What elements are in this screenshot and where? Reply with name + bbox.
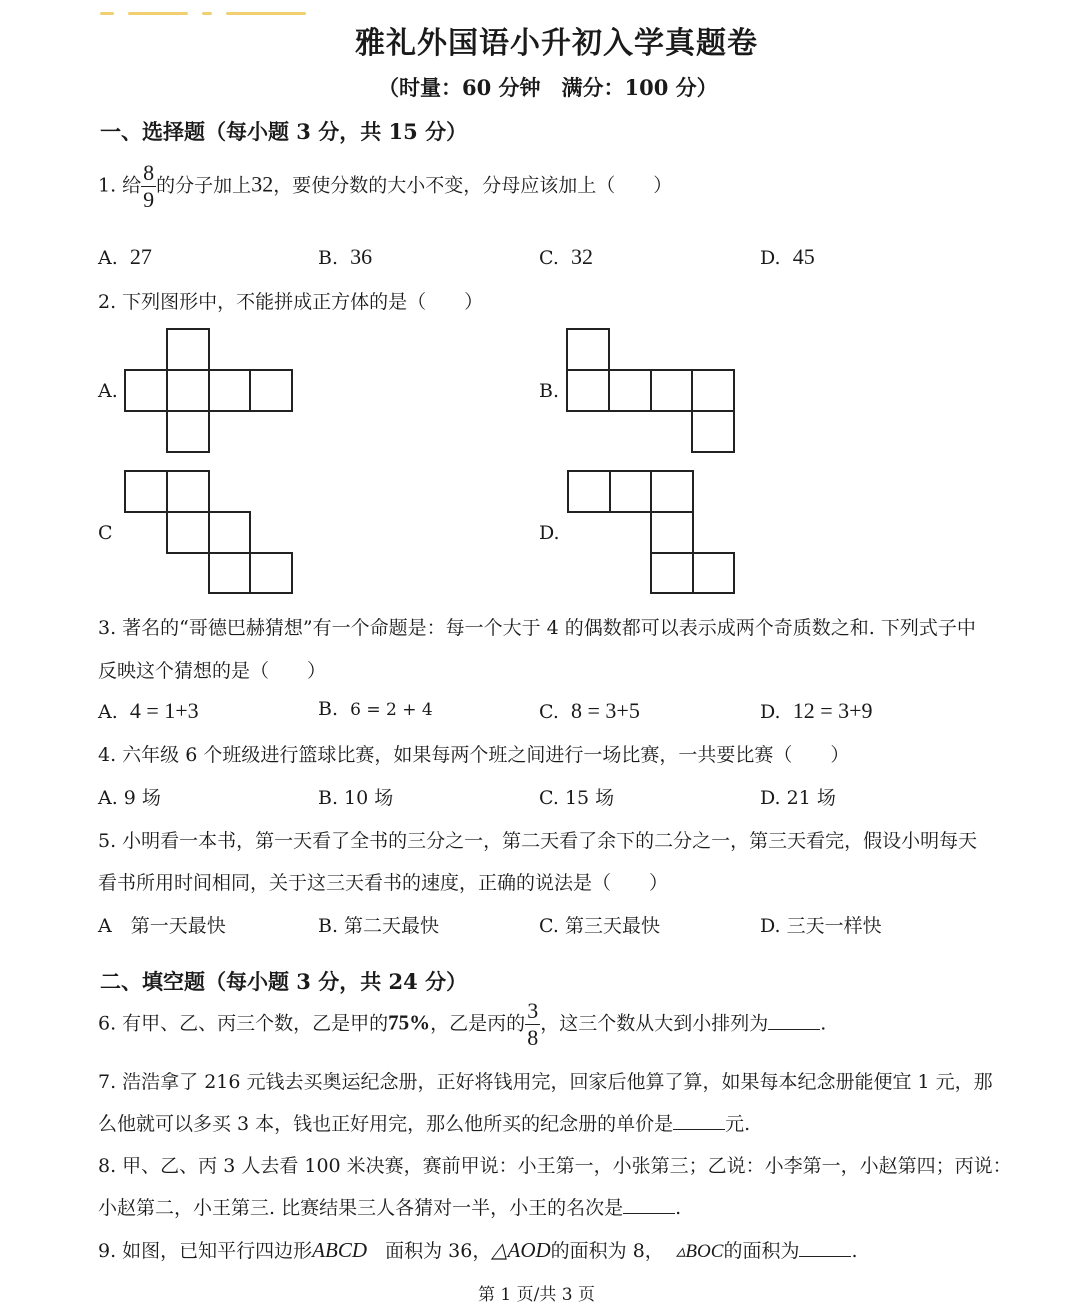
- q6-end: .: [820, 1012, 827, 1035]
- question-9: 9. 如图，已知平行四边形ABCD 面积为 36，△AOD的面积为 8， ▵BOC的面积为 .: [98, 1238, 858, 1262]
- section-1-heading: 一、选择题（每小题 3 分，共 15 分）: [100, 119, 468, 144]
- q6-prefix: 6. 有甲、乙、丙三个数，乙是甲的: [98, 1012, 389, 1035]
- question-5-line-2: 看书所用时间相同，关于这三天看书的速度，正确的说法是（ ）: [98, 872, 669, 894]
- q3-option-a: A. 4 = 1+3: [98, 698, 199, 723]
- question-7-line-1: 7. 浩浩拿了 216 元钱去买奥运纪念册，正好将钱用完，回家后他算了算，如果每本纪念册能便宜 1 元，那: [98, 1071, 993, 1093]
- page-subtitle: （时量：60 分钟 满分：100 分）: [378, 75, 718, 100]
- question-7-line-2: 么他就可以多买 3 本，钱也正好用完，那么他所买的纪念册的单价是 元.: [98, 1113, 751, 1135]
- q7-answer-blank[interactable]: [673, 1113, 725, 1130]
- q3-option-d: D. 12 = 3+9: [760, 698, 873, 723]
- q1-option-b: B. 36: [318, 244, 373, 269]
- q2-label-a: A.: [98, 380, 118, 402]
- q1-prefix: 1. 给: [98, 174, 142, 197]
- section-2-heading: 二、填空题（每小题 3 分，共 24 分）: [100, 969, 468, 994]
- q3-option-c: C. 8 = 3+5: [539, 698, 640, 723]
- q2-net-c: [125, 471, 292, 593]
- q1-option-a: A. 27: [98, 244, 152, 269]
- question-5-line-1: 5. 小明看一本书，第一天看了全书的三分之一，第二天看了余下的二分之一，第三天看完，假设小明每天: [98, 830, 978, 852]
- question-8-line-2: 小赵第二，小王第三. 比赛结果三人各猜对一半，小王的名次是 .: [98, 1197, 682, 1219]
- q5-option-a: A 第一天最快: [98, 915, 226, 937]
- question-8-line-1: 8. 甲、乙、丙 3 人去看 100 米决赛，赛前甲说：小王第一，小张第三；乙说：小李第一，小赵第四；丙说：: [98, 1155, 1012, 1177]
- q1-option-c: C. 32: [539, 244, 593, 269]
- q6-mid: ，乙是丙的: [430, 1012, 526, 1035]
- q2-label-b: B.: [539, 380, 560, 402]
- q2-net-b: [567, 329, 734, 452]
- q9-triangle-boc: ▵BOC: [675, 1241, 724, 1262]
- q1-option-d: D. 45: [760, 244, 815, 269]
- page-footer: 第 1 页/共 3 页: [478, 1285, 595, 1305]
- question-2: 2. 下列图形中，不能拼成正方体的是（ ）: [98, 291, 484, 313]
- q5-option-c: C. 第三天最快: [539, 915, 660, 937]
- q4-option-c: C. 15 场: [539, 787, 615, 809]
- q6-fraction-denominator: 8: [527, 1025, 539, 1050]
- q4-option-a: A. 9 场: [98, 787, 161, 809]
- q1-mid: 的分子加上: [156, 174, 252, 197]
- q6-percent: 75%: [388, 1010, 431, 1035]
- q8-answer-blank[interactable]: [623, 1197, 675, 1214]
- q2-label-c: C: [98, 522, 113, 544]
- q1-value: 32: [251, 171, 274, 197]
- q1-fraction-numerator: 8: [143, 160, 155, 185]
- question-4: 4. 六年级 6 个班级进行篮球比赛，如果每两个班之间进行一场比赛，一共要比赛（ ）: [98, 744, 850, 766]
- question-3-line-2: 反映这个猜想的是（ ）: [98, 660, 327, 682]
- q6-answer-blank[interactable]: [768, 1013, 820, 1030]
- q5-option-b: B. 第二天最快: [318, 915, 440, 937]
- q2-label-d: D.: [539, 522, 560, 544]
- question-6: [98, 1000, 826, 1049]
- q4-option-b: B. 10 场: [318, 787, 394, 809]
- q2-net-d: [568, 471, 734, 593]
- q9-answer-blank[interactable]: [799, 1240, 851, 1257]
- q3-option-b: B. 6 = 2 + 4: [318, 698, 433, 720]
- q9-triangle-aod: △AOD: [491, 1238, 551, 1262]
- q6-fraction-numerator: 3: [527, 998, 539, 1023]
- question-3-line-1: 3. 著名的“哥德巴赫猜想”有一个命题是：每一个大于 4 的偶数都可以表示成两个奇质数之和. 下列式子中: [98, 617, 976, 639]
- q1-suffix: ，要使分数的大小不变，分母应该加上（ ）: [273, 174, 673, 197]
- q9-shape: ABCD: [312, 1238, 367, 1262]
- q6-suffix: ，这三个数从大到小排列为: [540, 1012, 769, 1035]
- q5-option-d: D. 三天一样快: [760, 915, 882, 937]
- q6-fraction: [525, 1000, 540, 1049]
- q4-option-d: D. 21 场: [760, 787, 836, 809]
- q2-net-a: [125, 329, 292, 452]
- q1-fraction-denominator: 9: [143, 187, 155, 212]
- page-title: 雅礼外国语小升初入学真题卷: [355, 26, 758, 61]
